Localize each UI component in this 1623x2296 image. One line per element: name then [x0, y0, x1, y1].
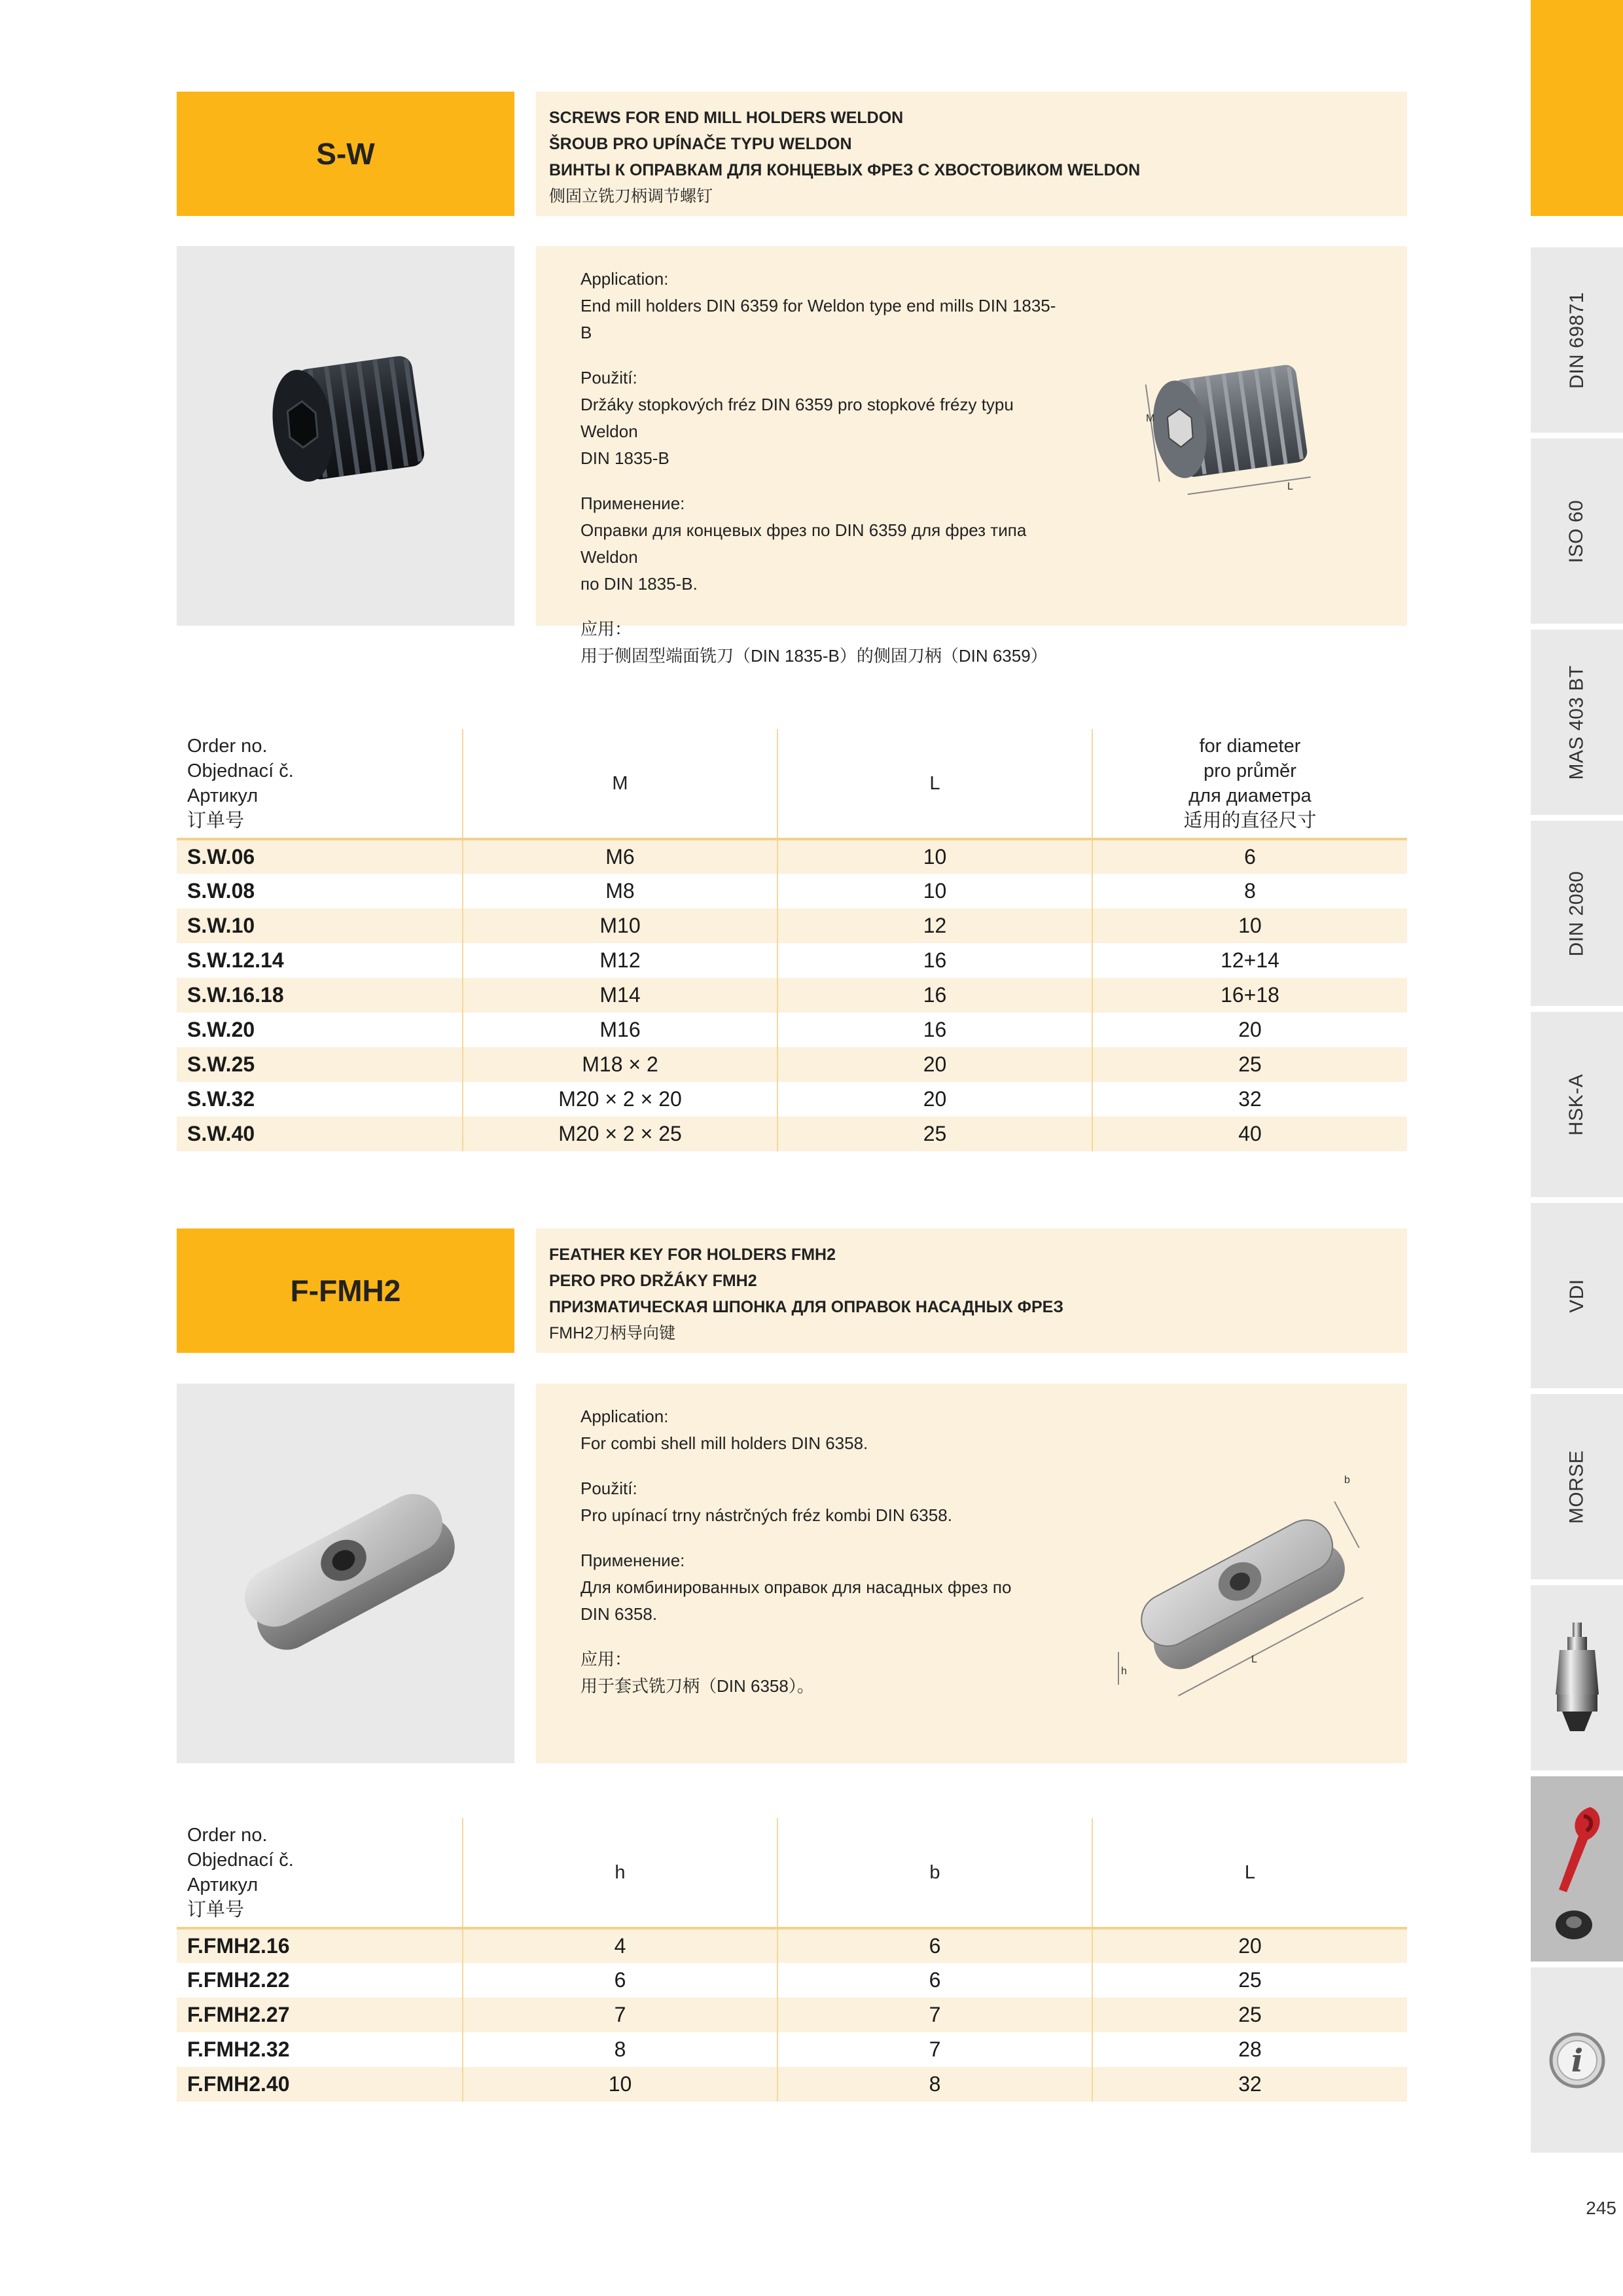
- feather-key-drawing: [1112, 1449, 1400, 1711]
- title-ru: ВИНТЫ К ОПРАВКАМ ДЛЯ КОНЦЕВЫХ ФРЕЗ С ХВОСТОВИКОМ WELDON: [549, 161, 1141, 179]
- product-title-sw: [536, 92, 1407, 216]
- order-number: S.W.06: [177, 839, 463, 874]
- cell-diameter: 20: [1092, 1013, 1407, 1047]
- application-text-line: 用于套式铣刀柄（DIN 6358）。: [580, 1676, 814, 1696]
- header-line: L: [1244, 1862, 1256, 1883]
- cell-h: 6: [463, 1963, 777, 1998]
- order-number: S.W.32: [187, 1087, 255, 1111]
- order-table-ffmh2: [177, 1818, 1407, 2102]
- table-row: [177, 908, 1407, 943]
- cell-l: 28: [1092, 2032, 1407, 2067]
- application-block-cz: [580, 365, 1065, 472]
- application-label: 应用：: [580, 1649, 632, 1669]
- cell-b: 8: [777, 2067, 1092, 2102]
- cell-h: 4: [463, 1928, 777, 1963]
- table-row: [177, 1998, 1407, 2032]
- tab-mas-403-bt[interactable]: [1531, 630, 1623, 815]
- order-number: F.FMH2.27: [177, 1998, 463, 2032]
- product-title-ffmh2: [536, 1229, 1407, 1353]
- header-line: Order no.: [187, 1825, 268, 1846]
- application-text-line: Оправки для концевых фрез по DIN 6359 для фрез типа Weldon по DIN 1835-B.: [580, 520, 1027, 594]
- application-block-cn: [580, 1646, 1065, 1700]
- tab-iso-60[interactable]: [1531, 439, 1623, 624]
- cell-diameter: 25: [1092, 1047, 1407, 1082]
- cell-l: 20: [777, 1047, 1092, 1082]
- application-label: Применение:: [580, 1551, 685, 1570]
- table-row: [177, 839, 1407, 874]
- order-number: S.W.20: [187, 1018, 255, 1041]
- tab-accessories[interactable]: [1531, 1776, 1623, 1962]
- header-l: [777, 729, 1092, 839]
- application-label: Application:: [580, 1407, 669, 1426]
- application-text: [580, 266, 1065, 688]
- title-cn: FMH2刀柄导向键: [549, 1324, 676, 1342]
- svg-text:i: i: [1571, 2042, 1583, 2079]
- header-line: Order no.: [187, 736, 268, 757]
- tab-din-2080[interactable]: [1531, 821, 1623, 1006]
- tab-label: HSK-A: [1565, 1073, 1588, 1136]
- cell-diameter: 32: [1092, 1082, 1407, 1117]
- cell-l: 20: [1092, 1928, 1407, 1963]
- order-number: S.W.12.14: [187, 948, 284, 972]
- table-header-row: [177, 729, 1407, 839]
- header-line: L: [929, 773, 940, 794]
- header-b: [777, 1818, 1092, 1928]
- table-row: [177, 1117, 1407, 1151]
- application-label: Применение:: [580, 493, 685, 513]
- cell-diameter: 40: [1092, 1117, 1407, 1151]
- table-row: [177, 1928, 1407, 1963]
- cell-h: 7: [463, 1998, 777, 2032]
- cell-l: 16: [777, 1013, 1092, 1047]
- header-order-no: [177, 729, 463, 839]
- order-number: F.FMH2.32: [187, 2037, 290, 2061]
- application-text-line: Для комбинированных оправок для насадных фрез по DIN 6358.: [580, 1577, 1012, 1624]
- header-line: 适用的直径尺寸: [1183, 810, 1317, 831]
- header-line: M: [612, 773, 628, 794]
- header-line: для диаметра: [1188, 785, 1311, 806]
- cell-l: 12: [777, 908, 1092, 943]
- tab-morse[interactable]: [1531, 1394, 1623, 1579]
- application-text-line: End mill holders DIN 6359 for Weldon type end mills DIN 1835-B: [580, 296, 1056, 342]
- cell-l: 25: [1092, 1963, 1407, 1998]
- header-for-diameter: [1092, 729, 1407, 839]
- cell-m: M20 × 2 × 25: [463, 1117, 777, 1151]
- cell-m: M18 × 2: [463, 1047, 777, 1082]
- header-h: [463, 1818, 777, 1928]
- table-row: [177, 1082, 1407, 1117]
- application-block-en: [580, 266, 1065, 346]
- set-screw-drawing: [1132, 344, 1367, 495]
- cell-m: M12: [463, 943, 777, 978]
- table-row: [177, 978, 1407, 1013]
- cell-b: 7: [777, 1998, 1092, 2032]
- drill-chuck-icon: [1548, 1616, 1607, 1740]
- table-row: [177, 1047, 1407, 1082]
- wrench-accessories-icon: [1544, 1794, 1610, 1945]
- dim-label-h: h: [1121, 1666, 1127, 1677]
- dim-label-l: L: [1251, 1654, 1257, 1665]
- application-block-cz: [580, 1475, 1065, 1529]
- cell-b: 7: [777, 2032, 1092, 2067]
- order-number: S.W.16.18: [177, 978, 463, 1013]
- cell-diameter: 6: [1092, 839, 1407, 874]
- cell-m: M10: [463, 908, 777, 943]
- header-order-no: [177, 1818, 463, 1928]
- table-row: [177, 1013, 1407, 1047]
- tab-label: MAS 403 BT: [1565, 664, 1588, 780]
- table-header-row: [177, 1818, 1407, 1928]
- tab-din-69871[interactable]: [1531, 247, 1623, 433]
- header-line: h: [615, 1862, 626, 1883]
- tab-label: ISO 60: [1565, 499, 1588, 563]
- cell-h: 10: [463, 2067, 777, 2102]
- order-number: F.FMH2.22: [187, 1968, 290, 1992]
- cell-l: 16: [777, 943, 1092, 978]
- title-cn: 侧固立铣刀柄调节螺钉: [549, 187, 713, 206]
- product-code-sw: S-W: [177, 92, 514, 216]
- title-cz: PERO PRO DRŽÁKY FMH2: [549, 1272, 757, 1290]
- cell-l: 32: [1092, 2067, 1407, 2102]
- application-text-line: Držáky stopkových fréz DIN 6359 pro stopkové frézy typu Weldon DIN 1835-B: [580, 395, 1014, 468]
- order-number: S.W.40: [177, 1117, 463, 1151]
- product-photo-sw: [177, 246, 514, 626]
- tab-label: MORSE: [1565, 1450, 1588, 1524]
- header-line: 订单号: [187, 810, 245, 831]
- header-l: [1092, 1818, 1407, 1928]
- table-row: [177, 943, 1407, 978]
- info-icon: [1548, 2031, 1607, 2090]
- header-line: Objednací č.: [187, 1850, 294, 1871]
- cell-m: M16: [463, 1013, 777, 1047]
- cell-m: M6: [463, 839, 777, 874]
- order-number: F.FMH2.16: [177, 1928, 463, 1963]
- header-line: b: [929, 1862, 940, 1883]
- application-panel-sw: [536, 246, 1407, 666]
- title-cz: ŠROUB PRO UPÍNAČE TYPU WELDON: [549, 135, 852, 153]
- header-line: Артикул: [187, 785, 259, 806]
- title-en: SCREWS FOR END MILL HOLDERS WELDON: [549, 109, 904, 127]
- tab-drill-chuck[interactable]: [1531, 1585, 1623, 1770]
- cell-diameter: 16+18: [1092, 978, 1407, 1013]
- application-block-en: [580, 1403, 1065, 1457]
- order-number: F.FMH2.40: [177, 2067, 463, 2102]
- page-number: 245: [1586, 2198, 1616, 2218]
- order-number: S.W.08: [187, 879, 255, 903]
- order-number: S.W.10: [177, 908, 463, 943]
- application-block-cn: [580, 616, 1065, 670]
- title-ru: ПРИЗМАТИЧЕСКАЯ ШПОНКА ДЛЯ ОПРАВОК НАСАДНЫХ ФРЕЗ: [549, 1298, 1064, 1316]
- application-label: Použití:: [580, 368, 637, 387]
- cell-l: 10: [777, 874, 1092, 908]
- header-m: [463, 729, 777, 839]
- cell-b: 6: [777, 1963, 1092, 1998]
- application-label: Použití:: [580, 1479, 637, 1498]
- application-block-ru: [580, 1547, 1065, 1628]
- cell-b: 6: [777, 1928, 1092, 1963]
- order-number: S.W.25: [177, 1047, 463, 1082]
- sidebar-accent-block: [1531, 0, 1623, 216]
- cell-diameter: 10: [1092, 908, 1407, 943]
- tab-label: VDI: [1565, 1278, 1588, 1313]
- dim-label-m: M: [1146, 413, 1155, 424]
- cell-m: M14: [463, 978, 777, 1013]
- application-panel-ffmh2: [536, 1384, 1407, 1763]
- cell-m: M20 × 2 × 20: [463, 1082, 777, 1117]
- cell-l: 25: [1092, 1998, 1407, 2032]
- table-row: [177, 2067, 1407, 2102]
- header-line: for diameter: [1199, 736, 1301, 757]
- cell-l: 25: [777, 1117, 1092, 1151]
- tab-label: DIN 2080: [1565, 870, 1588, 956]
- product-photo-ffmh2: [177, 1384, 514, 1763]
- set-screw-photo: [177, 246, 514, 626]
- header-line: pro průměr: [1204, 761, 1296, 781]
- product-code-ffmh2: F-FMH2: [177, 1229, 514, 1353]
- order-table-sw: [177, 729, 1407, 1151]
- tab-hsk-a[interactable]: [1531, 1012, 1623, 1197]
- cell-diameter: 8: [1092, 874, 1407, 908]
- application-text-line: For combi shell mill holders DIN 6358.: [580, 1433, 868, 1453]
- application-text-line: Pro upínací trny nástrčných fréz kombi DIN 6358.: [580, 1505, 952, 1525]
- table-row: [177, 874, 1407, 908]
- tab-vdi[interactable]: [1531, 1203, 1623, 1388]
- dim-label-l: L: [1287, 481, 1293, 492]
- title-en: FEATHER KEY FOR HOLDERS FMH2: [549, 1246, 836, 1264]
- application-block-ru: [580, 490, 1065, 598]
- header-line: Objednací č.: [187, 761, 294, 781]
- header-line: 订单号: [187, 1899, 245, 1920]
- application-text: [580, 1403, 1065, 1718]
- cell-h: 8: [463, 2032, 777, 2067]
- application-label: Application:: [580, 269, 669, 289]
- feather-key-photo: [177, 1384, 514, 1763]
- cell-l: 10: [777, 839, 1092, 874]
- cell-diameter: 12+14: [1092, 943, 1407, 978]
- header-line: Артикул: [187, 1874, 259, 1895]
- table-row: [177, 2032, 1407, 2067]
- cell-l: 16: [777, 978, 1092, 1013]
- tab-label: DIN 69871: [1565, 291, 1588, 389]
- tab-info[interactable]: [1531, 1967, 1623, 2153]
- application-label: 应用：: [580, 619, 632, 639]
- cell-l: 20: [777, 1082, 1092, 1117]
- table-row: [177, 1963, 1407, 1998]
- dim-label-b: b: [1344, 1475, 1350, 1486]
- application-text-line: 用于侧固型端面铣刀（DIN 1835-B）的侧固刀柄（DIN 6359）: [580, 646, 1048, 666]
- cell-m: M8: [463, 874, 777, 908]
